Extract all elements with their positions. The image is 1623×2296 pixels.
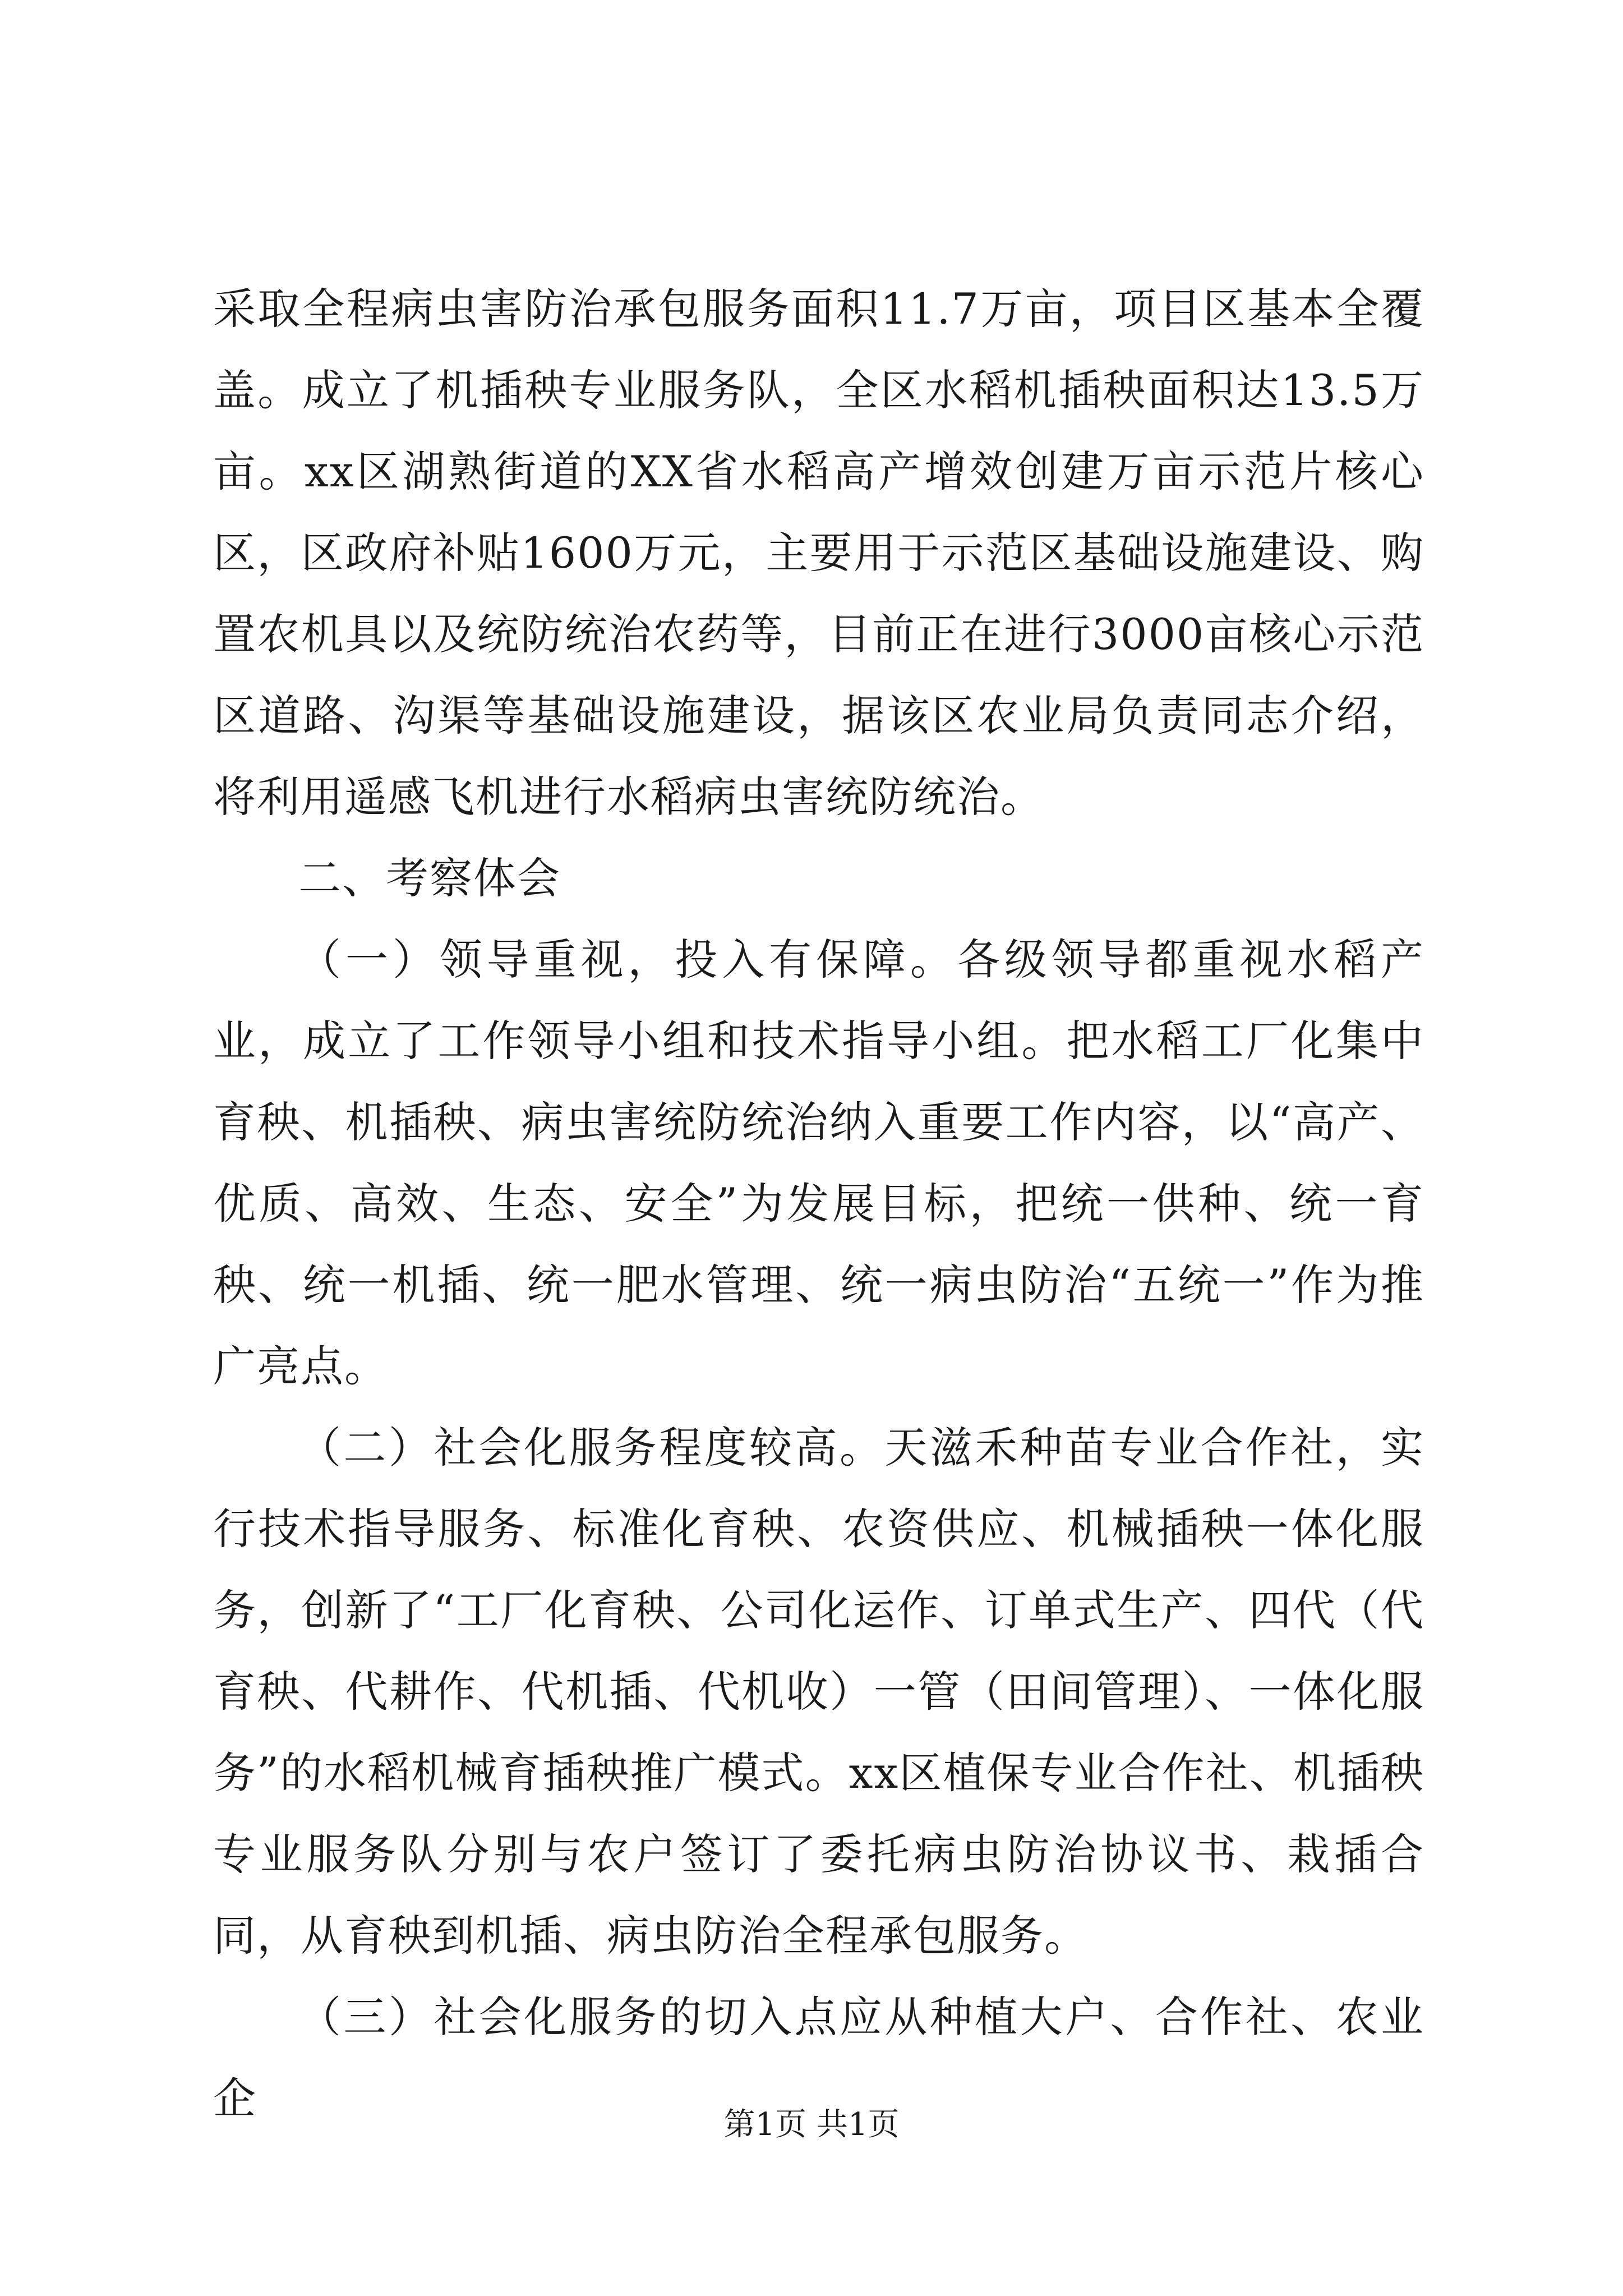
page-footer: 第1页 共1页 (723, 2106, 900, 2143)
document-body (213, 268, 1424, 2139)
paragraph-section-3: （三）社会化服务的切入点应从种植大户、合作社、农业企 (213, 1992, 1424, 2123)
paragraph-section-2: （二）社会化服务程度较高。天滋禾种苗专业合作社，实行技术指导服务、标准化育秧、农资供应、机械插秧一体化服务，创新了“工厂化育秧、公司化运作、订单式生产、四代（代育秧、代耕作、代机插、代机收）一管（田间管理）、一体化服务”的水稻机械育插秧推广模式。xx区植保专业合作社、机插秧专业服务队分别与农户签订了委托病虫防治协议书、栽插合同，从育秧到机插、病虫防治全程承包服务。 (213, 1423, 1424, 1961)
section-heading-2: 二、考察体会 (298, 853, 561, 903)
paragraph-continuation: 采取全程病虫害防治承包服务面积11.7万亩，项目区基本全覆盖。成立了机插秧专业服务队，全区水稻机插秧面积达13.5万亩。xx区湖熟街道的XX省水稻高产增效创建万亩示范片核心区，区政府补贴1600万元，主要用于示范区基础设施建设、购置农机具以及统防统治农药等，目前正在进行3000亩核心示范区道路、沟渠等基础设施建设，据该区农业局负责同志介绍，将利用遥感飞机进行水稻病虫害统防统治。 (213, 284, 1424, 822)
paragraph-section-1: （一）领导重视，投入有保障。各级领导都重视水稻产业，成立了工作领导小组和技术指导小组。把水稻工厂化集中育秧、机插秧、病虫害统防统治纳入重要工作内容，以“高产、优质、高效、生态、安全”为发展目标，把统一供种、统一育秧、统一机插、统一肥水管理、统一病虫防治“五统一”作为推广亮点。 (213, 935, 1424, 1391)
